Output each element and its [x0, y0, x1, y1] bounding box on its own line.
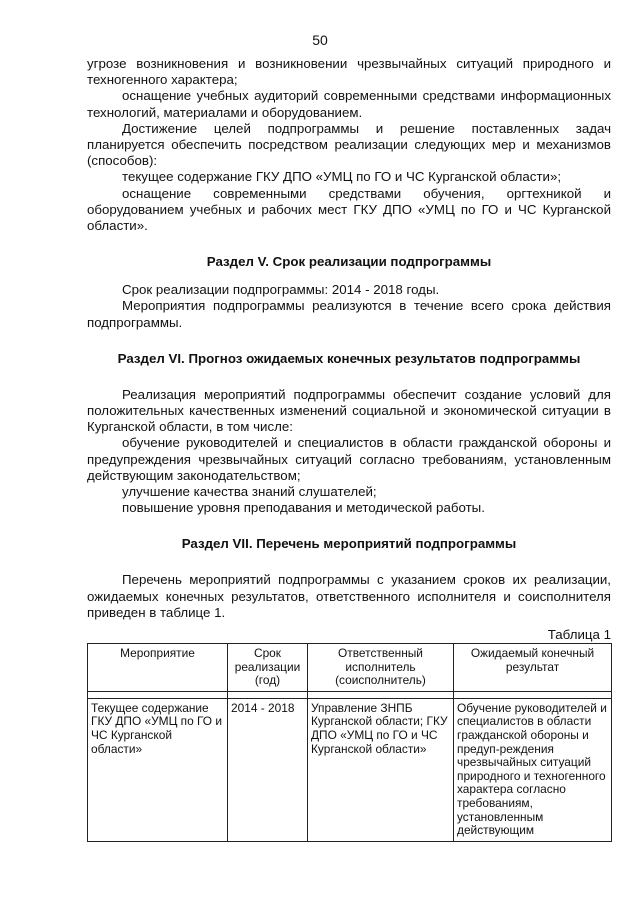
table-cell: Обучение руководителей и специалистов в области гражданской обороны и предуп-реждения чрезвычайных ситуаций природного и техногенного характера согласно требованиям, установленным действующим	[454, 698, 612, 841]
paragraph: Мероприятия подпрограммы реализуются в течение всего срока действия подпрограммы.	[87, 298, 611, 330]
measures-table	[87, 643, 612, 842]
paragraph: повышение уровня преподавания и методической работы.	[122, 500, 485, 516]
paragraph: улучшение качества знаний слушателей;	[122, 484, 377, 500]
header-cell-result: Ожидаемый конечный результат	[454, 644, 612, 692]
table-caption: Таблица 1	[547, 627, 611, 643]
paragraph: Срок реализации подпрограммы: 2014 - 2018 годы.	[122, 282, 440, 298]
paragraph: оснащение современными средствами обучения, оргтехникой и оборудованием учебных и рабочих мест ГКУ ДПО «УМЦ по ГО и ЧС Курганской области».	[87, 185, 611, 234]
paragraph: оснащение учебных аудиторий современными средствами информационных технологий, материалами и оборудованием.	[87, 88, 611, 120]
paragraph: Достижение целей подпрограммы и решение поставленных задач планируется обеспечить посредством реализации следующих мер и механизмов (способов):	[87, 120, 611, 169]
paragraph: Реализация мероприятий подпрограммы обеспечит создание условий для положительных качественных изменений социальной и экономической ситуации в Курганской области, в том числе:	[87, 386, 611, 435]
section-heading: Раздел V. Срок реализации подпрограммы	[206, 254, 492, 270]
section-heading: Раздел VI. Прогноз ожидаемых конечных результатов подпрограммы	[117, 350, 581, 366]
paragraph: Перечень мероприятий подпрограммы с указанием сроков их реализации, ожидаемых конечных результатов, ответственного исполнителя и соисполнителя приведен в таблице 1.	[87, 572, 611, 620]
table-cell: Текущее содержание ГКУ ДПО «УМЦ по ГО и ЧС Курганской области»	[88, 698, 228, 841]
section-heading: Раздел VII. Перечень мероприятий подпрограммы	[181, 536, 517, 552]
table-cell: Управление ЗНПБ Курганской области; ГКУ ДПО «УМЦ по ГО и ЧС Курганской области»	[308, 698, 454, 841]
table-spacer-row	[88, 691, 612, 698]
header-cell-measure: Мероприятие	[88, 644, 228, 692]
document-body	[87, 56, 611, 842]
paragraph: текущее содержание ГКУ ДПО «УМЦ по ГО и ЧС Курганской области»;	[122, 169, 562, 185]
paragraph: угрозе возникновения и возникновении чрезвычайных ситуаций природного и техногенного характера;	[87, 56, 611, 88]
page-number: 50	[312, 32, 328, 48]
table-row	[88, 698, 612, 841]
table-cell: 2014 - 2018	[228, 698, 308, 841]
table-header-row	[88, 644, 612, 692]
header-cell-period: Срок реализации (год)	[228, 644, 308, 692]
paragraph: обучение руководителей и специалистов в области гражданской обороны и предупреждения чрезвычайных ситуаций согласно требованиям, установленным действующим законодательством;	[87, 435, 611, 483]
header-cell-executor: Ответственный исполнитель (соисполнитель)	[308, 644, 454, 692]
